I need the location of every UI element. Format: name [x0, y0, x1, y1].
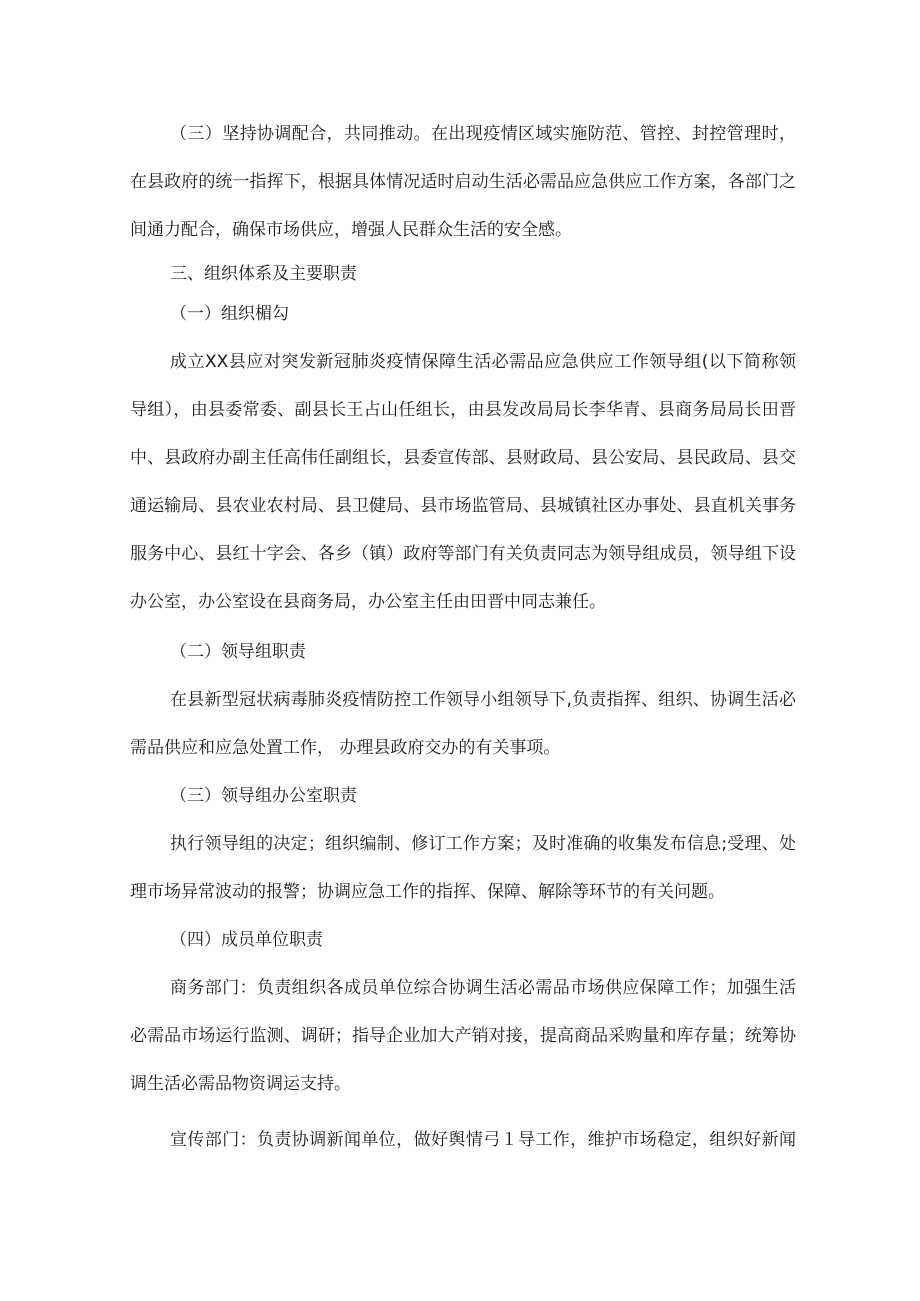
para3-line1: 在县新型冠状病毒肺炎疫情防控工作领导小组领导下,负责指挥、组织、协调生活必 [170, 690, 796, 710]
para6-line1: 宣传部门：负责协调新闻单位，做好舆情弓１导工作，维护市场稳定，组织好新闻 [170, 1130, 796, 1150]
para2-line2: 导组），由县委常委、副县长王占山任组长，由县发改局局长李华青、县商务局局长田晋 [130, 400, 796, 420]
para4-line2: 理市场异常波动的报警；协调应急工作的指挥、保障、解除等环节的有关问题。 [130, 882, 725, 902]
para5-line2: 必需品市场运行监测、调研；指导企业加大产销对接，提高商品采购量和库存量；统筹协 [130, 1026, 796, 1046]
para5-line1: 商务部门：负责组织各成员单位综合协调生活必需品市场供应保障工作；加强生活 [170, 978, 796, 998]
para4-line1: 执行领导组的决定；组织编制、修订工作方案；及时准确的收集发布信息;受理、处 [170, 834, 796, 854]
para2-line1: 成立XX县应对突发新冠肺炎疫情保障生活必需品应急供应工作领导组(以下简称领 [170, 352, 796, 372]
para2-line3: 中、县政府办副主任高伟任副组长，县委宣传部、县财政局、县公安局、县民政局、县交 [130, 448, 796, 468]
para1-line3: 间通力配合，确保市场供应，增强人民群众生活的安全感。 [130, 220, 572, 240]
para2-line4: 通运输局、县农业农村局、县卫健局、县市场监管局、县城镇社区办事处、县直机关事务 [130, 496, 796, 516]
sub2-heading: （二）领导组职责 [170, 642, 306, 662]
sub4-heading: （四）成员单位职责 [170, 930, 323, 950]
para1-line2: 在县政府的统一指挥下，根据具体情况适时启动生活必需品应急供应工作方案，各部门之 [130, 172, 796, 192]
para2-line6: 办公室，办公室设在县商务局，办公室主任由田晋中同志兼任。 [130, 592, 606, 612]
sub3-heading: （三）领导组办公室职责 [170, 786, 357, 806]
section3-heading: 三、组织体系及主要职责 [170, 264, 357, 284]
para2-line5: 服务中心、县红十字会、各乡（镇）政府等部门有关负责同志为领导组成员，领导组下设 [130, 544, 796, 564]
para5-line3: 调生活必需品物资调运支持。 [130, 1074, 351, 1094]
para1-line1: （三）坚持协调配合，共同推动。在出现疫情区域实施防范、管控、封控管理时， [170, 124, 796, 144]
para3-line2: 需品供应和应急处置工作， 办理县政府交办的有关事项。 [130, 738, 561, 758]
sub1-heading: （一）组织楣勾 [170, 304, 289, 324]
